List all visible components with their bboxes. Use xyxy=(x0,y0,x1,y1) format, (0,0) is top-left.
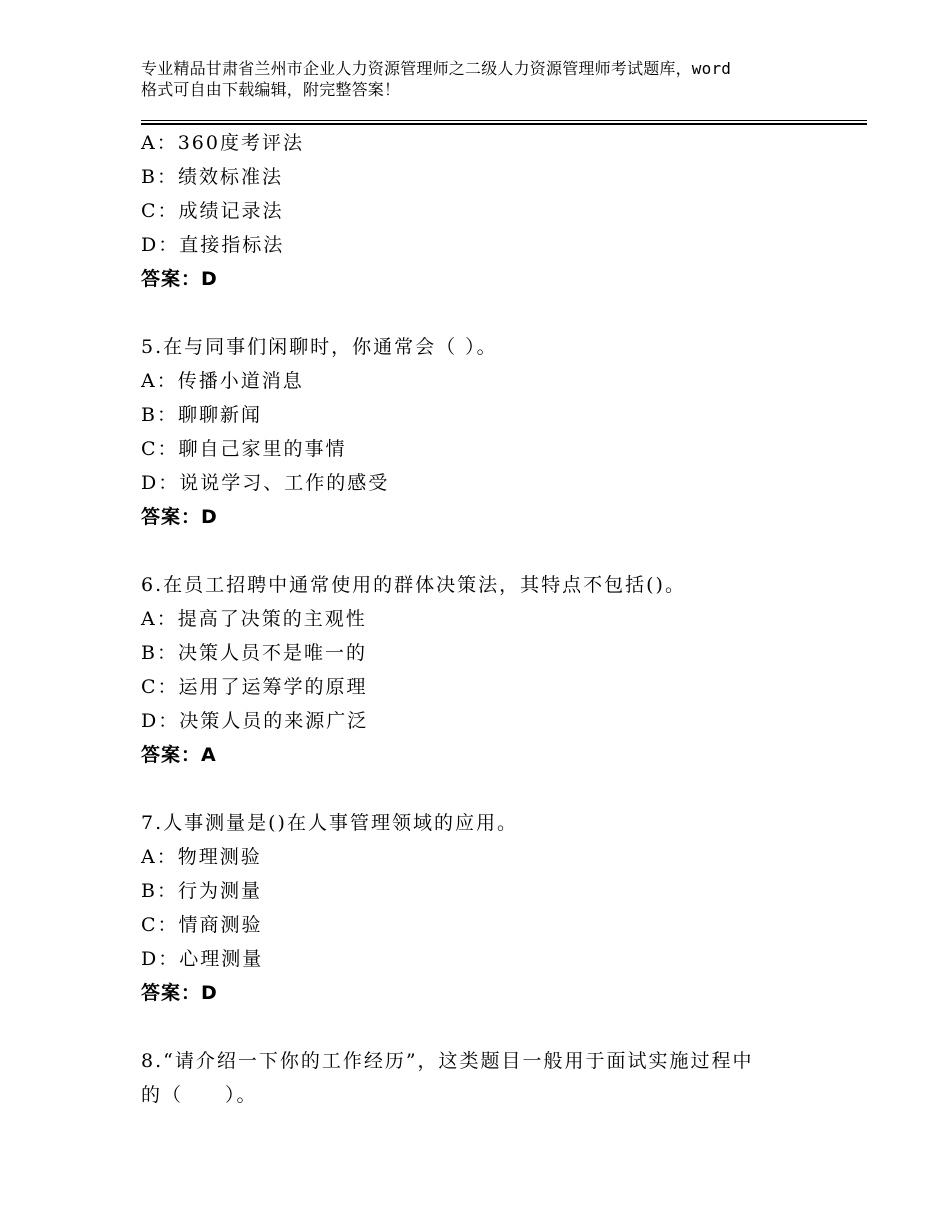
option-b: B：行为测量 xyxy=(141,880,262,902)
option-d: D：心理测量 xyxy=(141,948,264,970)
option-c: C：聊自己家里的事情 xyxy=(141,438,347,460)
option-a: A：物理测验 xyxy=(141,846,262,868)
option-d: D：直接指标法 xyxy=(141,234,285,256)
spacer xyxy=(141,296,841,330)
option-d: D：决策人员的来源广泛 xyxy=(141,710,369,732)
answer: 答案：D xyxy=(141,506,218,528)
option-c: C：成绩记录法 xyxy=(141,200,284,222)
question-7 xyxy=(141,806,841,1010)
answer: 答案：D xyxy=(141,268,218,290)
option-c: C：运用了运筹学的原理 xyxy=(141,676,368,698)
question-text-line-2: 的（ ）。 xyxy=(141,1084,258,1106)
question-text: 6.在员工招聘中通常使用的群体决策法，其特点不包括()。 xyxy=(141,574,686,596)
option-b: B：决策人员不是唯一的 xyxy=(141,642,367,664)
answer: 答案：D xyxy=(141,982,218,1004)
header-line-2: 格式可自由下载编辑，附完整答案！ xyxy=(141,80,401,99)
header-line-1: 专业精品甘肃省兰州市企业人力资源管理师之二级人力资源管理师考试题库，word xyxy=(141,59,732,78)
question-text: 5.在与同事们闲聊时，你通常会（ ）。 xyxy=(141,336,498,358)
answer: 答案：A xyxy=(141,744,217,766)
option-a: A：提高了决策的主观性 xyxy=(141,608,367,630)
spacer xyxy=(141,534,841,568)
option-d: D：说说学习、工作的感受 xyxy=(141,472,390,494)
option-a: A：传播小道消息 xyxy=(141,370,304,392)
option-b: B：聊聊新闻 xyxy=(141,404,262,426)
question-6 xyxy=(141,568,841,772)
option-b: B：绩效标准法 xyxy=(141,166,283,188)
document-header xyxy=(141,58,831,100)
question-4 xyxy=(141,126,841,296)
option-c: C：情商测验 xyxy=(141,914,263,936)
header-divider xyxy=(141,120,867,125)
question-text-line-1: 8.“请介绍一下你的工作经历”，这类题目一般用于面试实施过程中 xyxy=(141,1050,754,1072)
spacer xyxy=(141,772,841,806)
question-8 xyxy=(141,1044,841,1112)
option-a: A：360度考评法 xyxy=(141,132,304,154)
question-text: 7.人事测量是()在人事管理领域的应用。 xyxy=(141,812,518,834)
spacer xyxy=(141,1010,841,1044)
question-list xyxy=(141,126,841,1112)
question-5 xyxy=(141,330,841,534)
